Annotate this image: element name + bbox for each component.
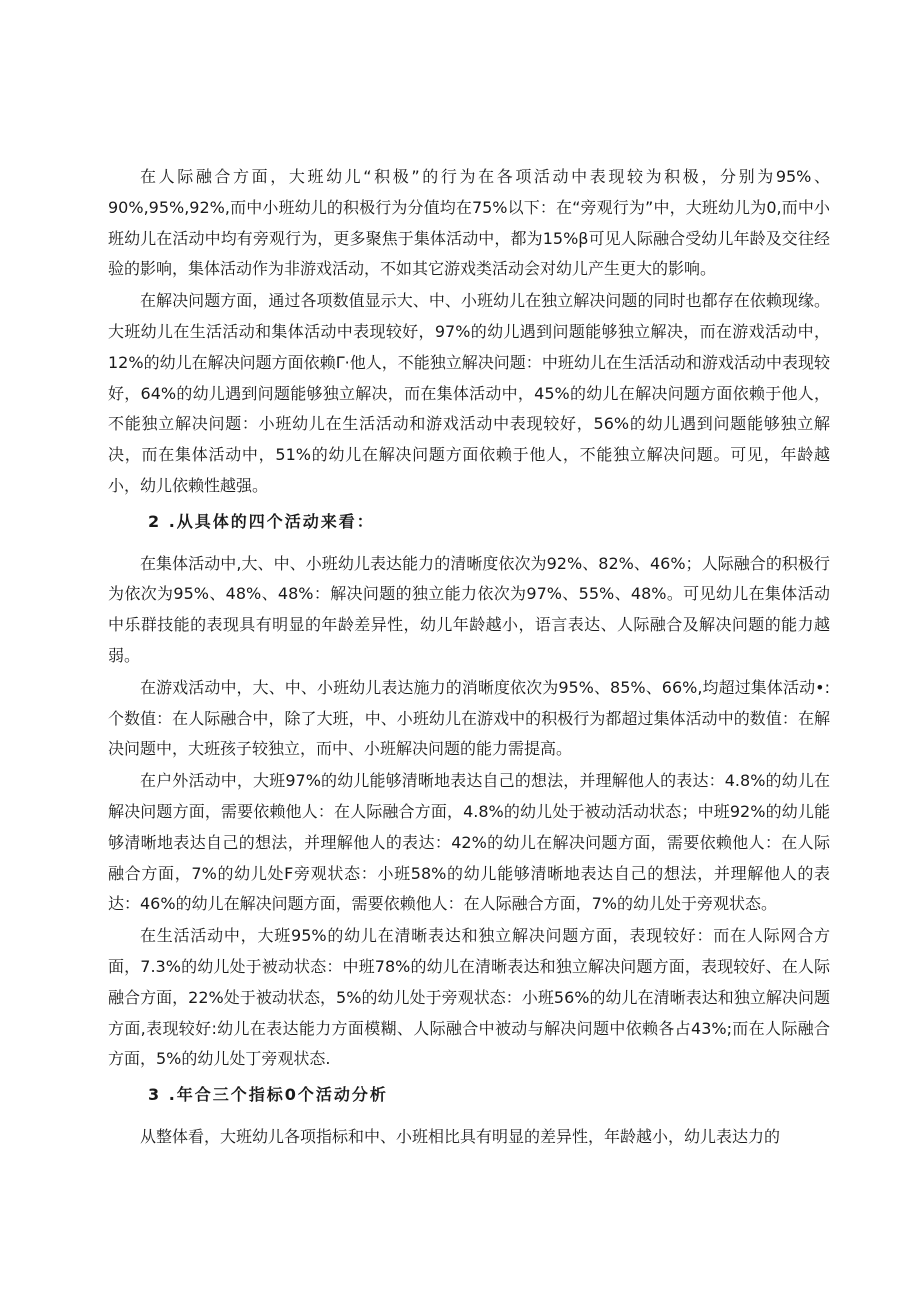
document-body (108, 162, 830, 1154)
paragraph-daily-life-activity: 在生活活动中，大班95%的幼儿在清晰表达和独立解决问题方面，表现较好：而在人际网合方面，7.3%的幼儿处于被动状态：中班78%的幼儿在清晰表达和独立解决问题方面，表现较好、在人际融合方面，22%处于被动状态，5%的幼儿处于旁观状态：小班56%的幼儿在清晰表达和独立解决问题方面,表现较好:幼儿在表达能力方面模糊、人际融合中被动与解决问题中依赖各占43%;而在人际融合方面，5%的幼儿处丁旁观状态. (108, 926, 830, 1069)
section-heading-three-indicators: 3 .年合三个指标0个活动分析 (148, 1085, 388, 1105)
paragraph-overall-analysis: 从整体看，大班幼儿各项指标和中、小班相比具有明显的差异性，年龄越小，幼儿表达力的 (140, 1126, 781, 1146)
paragraph-group-activity: 在集体活动中,大、中、小班幼儿表达能力的清晰度依次为92%、82%、46%；人际融合的积极行为依次为95%、48%、48%：解决问题的独立能力依次为97%、55%、48%。可见幼儿在集体活动中乐群技能的表现具有明显的年龄差异性，幼儿年龄越小，语言表达、人际融合及解决问题的能力越弱。 (108, 553, 830, 665)
paragraph-game-activity: 在游戏活动中，大、中、小班幼儿表达施力的消晰度依次为95%、85%、66%,均超过集体活动•:个数值：在人际融合中，除了大班，中、小班幼儿在游戏中的积极行为都超过集体活动中的数值：在解决问题中，大班孩子较独立，而中、小班解决问题的能力需提高。 (108, 677, 830, 759)
section-heading-four-activities: 2 .从具体的四个活动来看： (148, 511, 375, 531)
paragraph-problem-solving: 在解决问题方面，通过各项数值显示大、中、小班幼儿在独立解决问题的同时也都存在依赖现缘。大班幼儿在生活活动和集体活动中表现较好，97%的幼儿遇到问题能够独立解决，而在游戏活动中，12%的幼儿在解决问题方面依赖Γ·他人，不能独立解决问题：中班幼儿在生活活动和游戏活动中表现较好，64%的幼儿遇到问题能够独立解决，而在集体活动中，45%的幼儿在解决问题方面依赖于他人，不能独立解决问题：小班幼儿在生活活动和游戏活动中表现较好，56%的幼儿遇到问题能够独立解决，而在集体活动中，51%的幼儿在解决问题方面依赖于他人，不能独立解决问题。可见，年龄越小，幼儿依赖性越强。 (108, 291, 830, 495)
paragraph-interpersonal-integration: 在人际融合方面，大班幼儿“积极”的行为在各项活动中表现较为积极，分别为95%、90%,95%,92%,而中小班幼儿的积极行为分值均在75%以下：在“旁观行为”中，大班幼儿为0,而中小班幼儿在活动中均有旁观行为，更多聚焦于集体活动中，都为15%β可见人际融合受幼儿年龄及交往经验的影响，集体活动作为非游戏活动，不如其它游戏类活动会对幼儿产生更大的影响。 (108, 167, 830, 279)
paragraph-outdoor-activity: 在户外活动中，大班97%的幼儿能够清晰地表达自己的想法，并理解他人的表达：4.8%的幼儿在解决问题方面，需要依赖他人：在人际融合方面，4.8%的幼儿处于被动活动状态；中班92%的幼儿能够清晰地表达自己的想法，并理解他人的表达：42%的幼儿在解决问题方面，需要依赖他人：在人际融合方面，7%的幼儿处F旁观状态：小班58%的幼儿能够清晰地表达自己的想法，并理解他人的表达：46%的幼儿在解决问题方面，需要依赖他人：在人际融合方面，7%的幼儿处于旁观状态。 (108, 771, 830, 914)
